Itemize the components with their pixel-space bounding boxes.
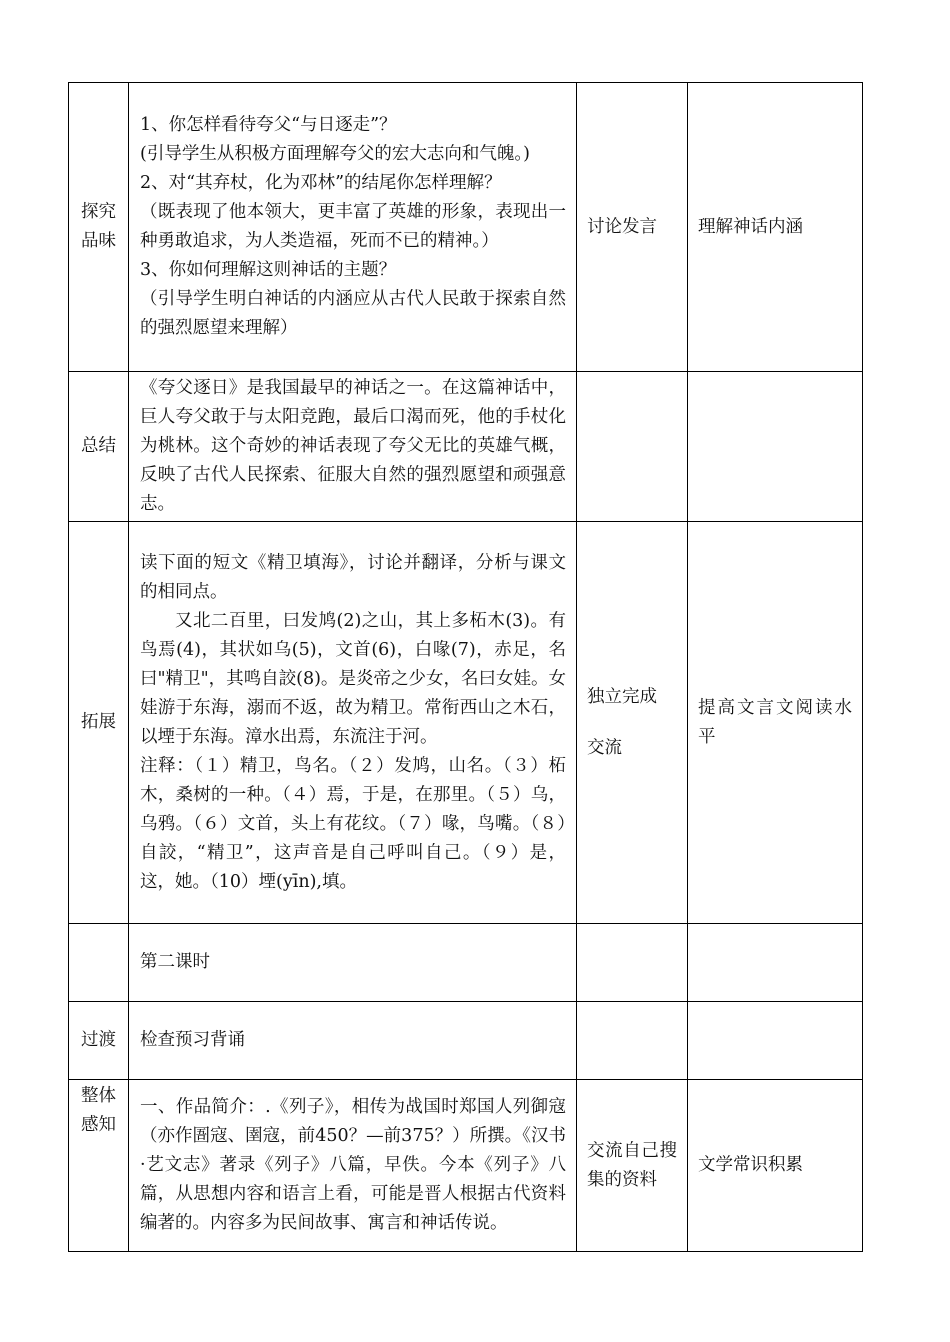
objective-cell (688, 1002, 863, 1080)
table-row (69, 924, 863, 1002)
activity-cell (577, 372, 688, 522)
section-content (129, 372, 577, 522)
lesson-plan-table (68, 82, 863, 1252)
section-label: 过渡 (69, 1002, 129, 1080)
table-row (69, 83, 863, 372)
activity-cell (577, 1002, 688, 1080)
section-content (129, 522, 577, 924)
objective-cell (688, 924, 863, 1002)
section-label (69, 924, 129, 1002)
question-3: 3、你如何理解这则神话的主题？ (140, 260, 397, 280)
section-label: 整体感知 (69, 1080, 129, 1252)
section-label: 拓展 (69, 522, 129, 924)
objective-cell (688, 372, 863, 522)
table-row (69, 1080, 863, 1252)
activity-line: 交流 (587, 737, 622, 758)
guidance-1: (引导学生从积极方面理解夸父的宏大志向和气魄。) (140, 144, 530, 164)
summary-text: 《夸父逐日》是我国最早的神话之一。在这篇神话中，巨人夸父敢于与太阳竞跑，最后口渴而死，他的手杖化为桃林。这个奇妙的神话表现了夸父无比的英雄气概，反映了古代人民探索、征服大自然的强烈愿望和顽强意志。 (140, 378, 566, 514)
activity-cell (577, 522, 688, 924)
section-label: 总结 (69, 372, 129, 522)
activity-cell: 讨论发言 (577, 83, 688, 372)
section-content (129, 83, 577, 372)
guidance-3: （引导学生明白神话的内涵应从古代人民敢于探索自然的强烈愿望来理解） (140, 289, 566, 338)
table-row (69, 372, 863, 522)
answer-2: （既表现了他本领大，更丰富了英雄的形象，表现出一种勇敢追求，为人类造福，死而不已的精神。） (140, 202, 566, 251)
classical-passage: 又北二百里，曰发鸠(2)之山，其上多柘木(3)。有鸟焉(4)，其状如乌(5)，文首(6)，白喙(7)，赤足，名曰"精卫"，其鸣自詨(8)。是炎帝之少女，名曰女娃。女娃游于东海，溺而不返，故为精卫。常衔西山之木石，以堙于东海。漳水出焉，东流注于河。 (140, 610, 566, 747)
objective-cell: 文学常识积累 (688, 1080, 863, 1252)
annotations: 注释：（１）精卫，鸟名。（２）发鸠，山名。（３）柘木，桑树的一种。（４）焉，于是，在那里。（５）乌，乌鸦。（６）文首，头上有花纹。（７）喙，鸟嘴。（８）自詨，“精卫”，这声音是自己呼叫自己。（９）是，这，她。（10）堙(yīn),填。 (140, 755, 566, 892)
activity-cell (577, 924, 688, 1002)
section-content (129, 924, 577, 1002)
question-2: 2、对“其弃杖，化为邓林”的结尾你怎样理解？ (140, 173, 502, 193)
objective-cell: 理解神话内涵 (688, 83, 863, 372)
lesson-heading: 第二课时 (140, 952, 210, 972)
table-row (69, 522, 863, 924)
activity-cell: 交流自己搜集的资料 (577, 1080, 688, 1252)
section-content (129, 1080, 577, 1252)
activity-line: 独立完成 (587, 686, 657, 707)
table-row (69, 1002, 863, 1080)
work-introduction: 一、作品简介：.《列子》，相传为战国时郑国人列御寇（亦作圄寇、圉寇，前450？—前375？）所撰。《汉书·艺文志》著录《列子》八篇，早佚。今本《列子》八篇，从思想内容和语言上看，可能是晋人根据古代资料编著的。内容多为民间故事、寓言和神话传说。 (140, 1097, 566, 1233)
question-1: 1、你怎样看待夸父“与日逐走”？ (140, 115, 397, 135)
task-instruction: 读下面的短文《精卫填海》，讨论并翻译，分析与课文的相同点。 (140, 552, 566, 602)
section-label: 探究品味 (69, 83, 129, 372)
transition-text: 检查预习背诵 (140, 1030, 245, 1050)
section-content (129, 1002, 577, 1080)
objective-cell: 提高文言文阅读水平 (688, 522, 863, 924)
